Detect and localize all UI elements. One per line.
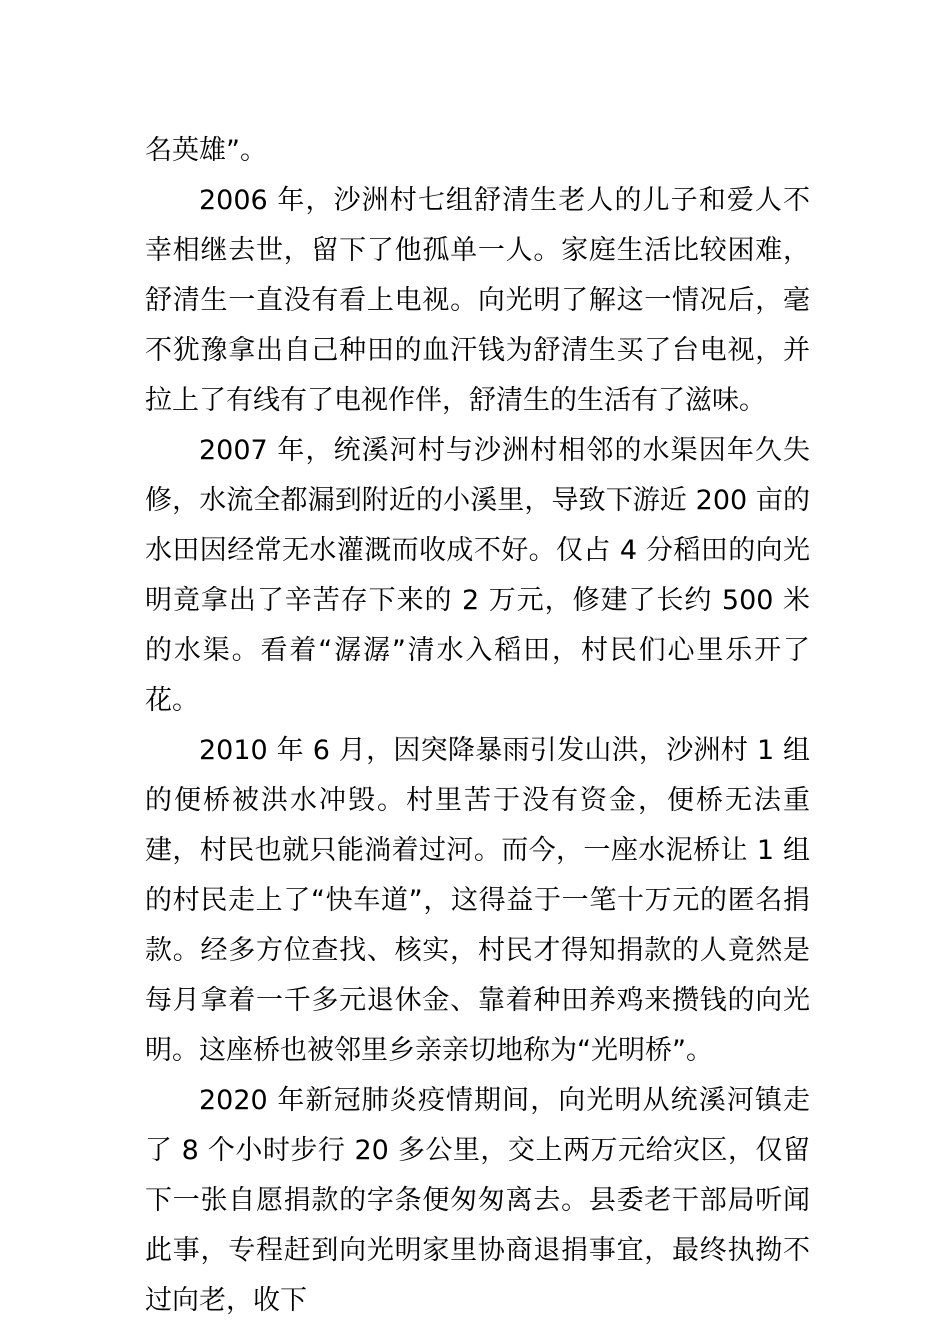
paragraph-continuation: 名英雄”。: [145, 135, 267, 166]
paragraph-2020: 2020 年新冠肺炎疫情期间，向光明从统溪河镇走了 8 个小时步行 20 多公里，交上两万元给灾区，仅留下一张自愿捐款的字条便匆匆离去。县委老干部局听闻此事，专程赶到向光明家里协商退捐事宜，最终执拗不过向老，收下: [145, 1085, 810, 1316]
paragraph-2010: 2010 年 6 月，因突降暴雨引发山洪，沙洲村 1 组的便桥被洪水冲毁。村里苦于没有资金，便桥无法重建，村民也就只能淌着过河。而今，一座水泥桥让 1 组的村民走上了“快车道”，这得益于一笔十万元的匿名捐款。经多方位查找、核实，村民才得知捐款的人竟然是每月拿着一千多元退休金、靠着种田养鸡来攒钱的向光明。这座桥也被邻里乡亲亲切地称为“光明桥”。: [145, 735, 810, 1066]
paragraph-2007: 2007 年，统溪河村与沙洲村相邻的水渠因年久失修，水流全都漏到附近的小溪里，导致下游近 200 亩的水田因经常无水灌溉而收成不好。仅占 4 分稻田的向光明竟拿出了辛苦存下来的 2 万元，修建了长约 500 米的水渠。看着“潺潺”清水入稻田，村民们心里乐开了花。: [145, 435, 810, 716]
paragraph-2006: 2006 年，沙洲村七组舒清生老人的儿子和爱人不幸相继去世，留下了他孤单一人。家庭生活比较困难，舒清生一直没有看上电视。向光明了解这一情况后，毫不犹豫拿出自己种田的血汗钱为舒清生买了台电视，并拉上了有线有了电视作伴，舒清生的生活有了滋味。: [145, 185, 810, 416]
document-body: [145, 126, 810, 1326]
